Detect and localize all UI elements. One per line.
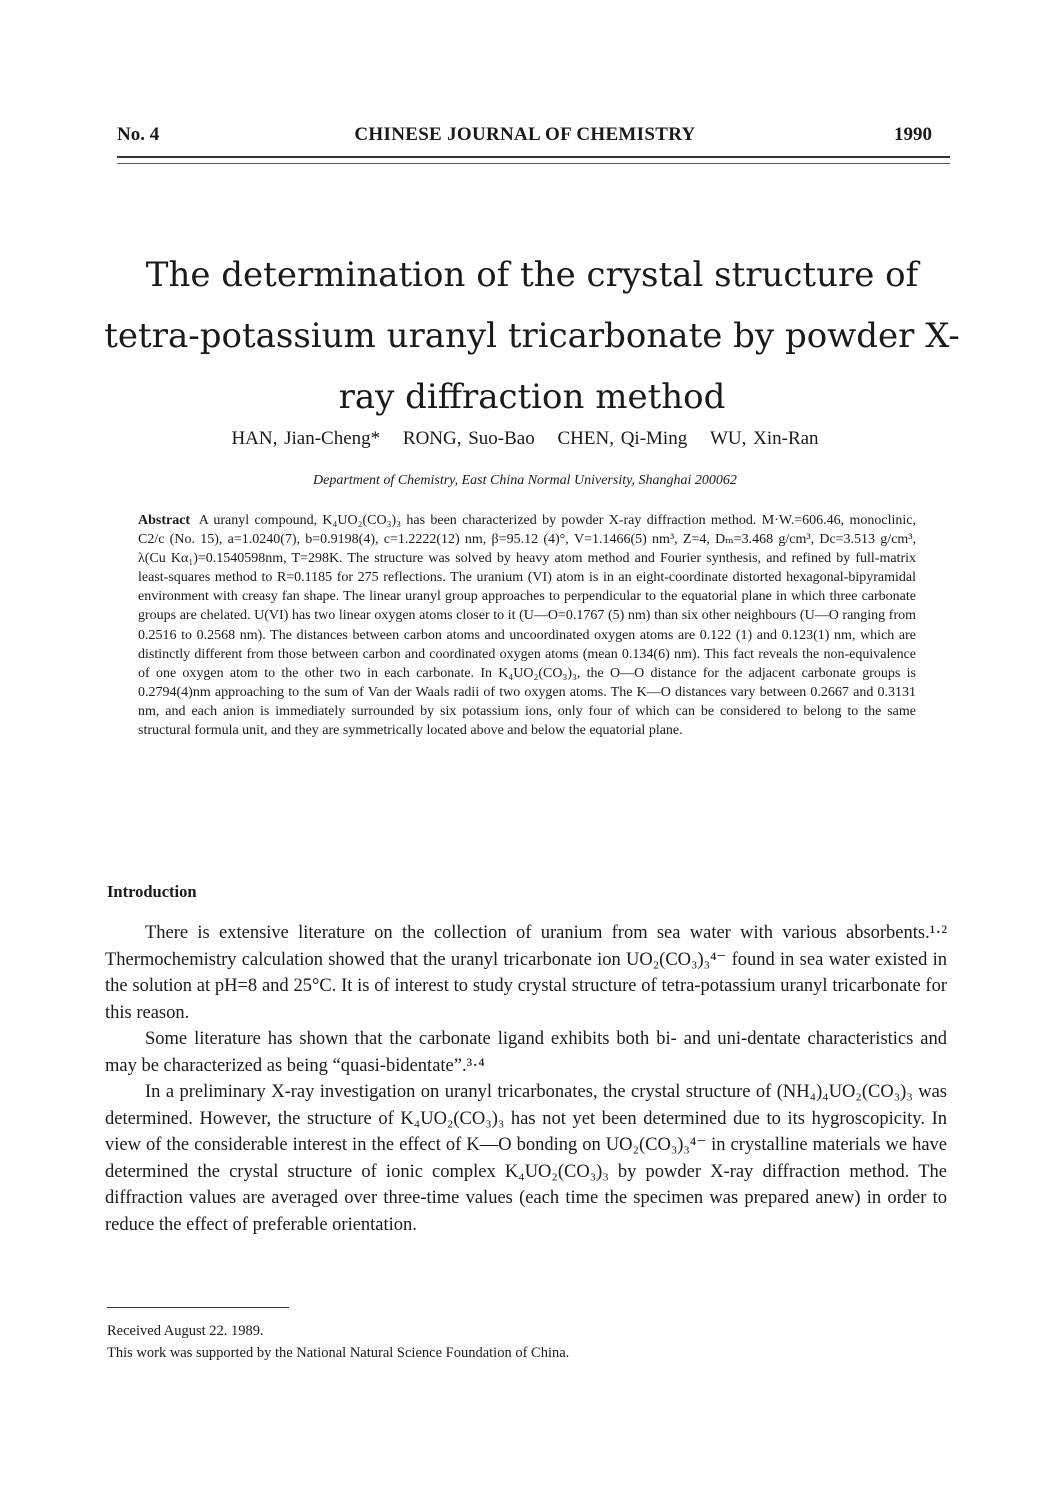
author-name: RONG, Suo-Bao bbox=[402, 428, 535, 449]
introduction-body bbox=[105, 920, 947, 1238]
author-affiliation: Department of Chemistry, East China Normal University, Shanghai 200062 bbox=[313, 473, 737, 488]
paper-title: The determination of the crystal structure of tetra-potassium uranyl tricarbonate by powder X-ray diffraction method bbox=[104, 254, 960, 417]
header-rule-bottom bbox=[117, 163, 950, 164]
author-list bbox=[0, 428, 1050, 450]
received-date: Received August 22. 1989. bbox=[107, 1323, 264, 1339]
author-name: HAN, Jian-Cheng* bbox=[231, 428, 381, 449]
header-rule-top bbox=[117, 156, 950, 158]
funding-note: This work was supported by the National Natural Science Foundation of China. bbox=[107, 1345, 570, 1361]
author-name: CHEN, Qi-Ming bbox=[557, 428, 688, 449]
abstract-label: Abstract bbox=[138, 513, 191, 528]
footnote-rule bbox=[107, 1307, 289, 1308]
paragraph: In a preliminary X-ray investigation on uranyl tricarbonates, the crystal structure of (NH₄)₄UO₂(CO₃)₃ was determined. However, the structure of K₄UO₂(CO₃)₃ has not yet been determined due to its hygroscopicity. In view of the considerable interest in the effect of K—O bonding on UO₂(CO₃)₃⁴⁻ in crystalline materials we have determined the crystal structure of ionic complex K₄UO₂(CO₃)₃ by powder X-ray diffraction method. The diffraction values are averaged over three-time values (each time the specimen was prepared anew) in order to reduce the effect of preferable orientation. bbox=[105, 1082, 947, 1235]
journal-name: CHINESE JOURNAL OF CHEMISTRY bbox=[354, 124, 696, 145]
paragraph: Some literature has shown that the carbonate ligand exhibits both bi- and uni-dentate characteristics and may be characterized as being “quasi-bidentate”.³·⁴ bbox=[105, 1029, 947, 1076]
footnotes bbox=[107, 1320, 569, 1364]
abstract bbox=[138, 511, 916, 740]
publication-year: 1990 bbox=[894, 124, 932, 145]
abstract-text: A uranyl compound, K₄UO₂(CO₃)₃ has been characterized by powder X-ray diffraction method. M·W.=606.46, monoclinic, C2/c (No. 15), a=1.0240(7), b=0.9198(4), c=1.2222(12) nm, β=95.12 (4)°, V=1.1466(5) nm³, Z=4, Dₘ=3.468 g/cm³, Dc=3.513 g/cm³, λ(Cu Kα₁)=0.1540598nm, T=298K. The structure was solved by heavy atom method and Fourier synthesis, and refined by full-matrix least-squares method to R=0.1185 for 275 reflections. The uranium (VI) atom is in an eight-coordinate distorted hexagonal-bipyramidal environment with creasy fan shape. The linear uranyl group approaches to perpendicular to the equatorial plane in which three carbonate groups are chelated. U(VI) has two linear oxygen atoms closer to it (U—O=0.1767 (5) nm) than six other neighbours (U—O ranging from 0.2516 to 0.2568 nm). The distances between carbon atoms and uncoordinated oxygen atoms are 0.122 (1) and 0.123(1) nm, which are distinctly different from those between carbon and coordinated oxygen atoms (mean 0.134(6) nm). This fact reveals the non-equivalence of one oxygen atom to the other two in each carbonate. In K₄UO₂(CO₃)₃, the O—O distance for the adjacent carbonate groups is 0.2794(4)nm approaching to the sum of Van der Waals radii of two oxygen atoms. The K—O distances vary between 0.2667 and 0.3131 nm, and each anion is immediately surrounded by six potassium ions, only four of which can be considered to belong to the same structural formula unit, and they are symmetrically located above and below the equatorial plane. bbox=[138, 513, 917, 739]
section-heading-introduction: Introduction bbox=[107, 882, 197, 901]
author-name: WU, Xin-Ran bbox=[709, 428, 819, 449]
paragraph: There is extensive literature on the collection of uranium from sea water with various absorbents.¹·² Thermochemistry calculation showed that the uranyl tricarbonate ion UO₂(CO₃)₃⁴⁻ found in sea water existed in the solution at pH=8 and 25°C. It is of interest to study crystal structure of tetra-potassium uranyl tricarbonate for this reason. bbox=[105, 923, 947, 1023]
issue-number: No. 4 bbox=[117, 124, 160, 145]
